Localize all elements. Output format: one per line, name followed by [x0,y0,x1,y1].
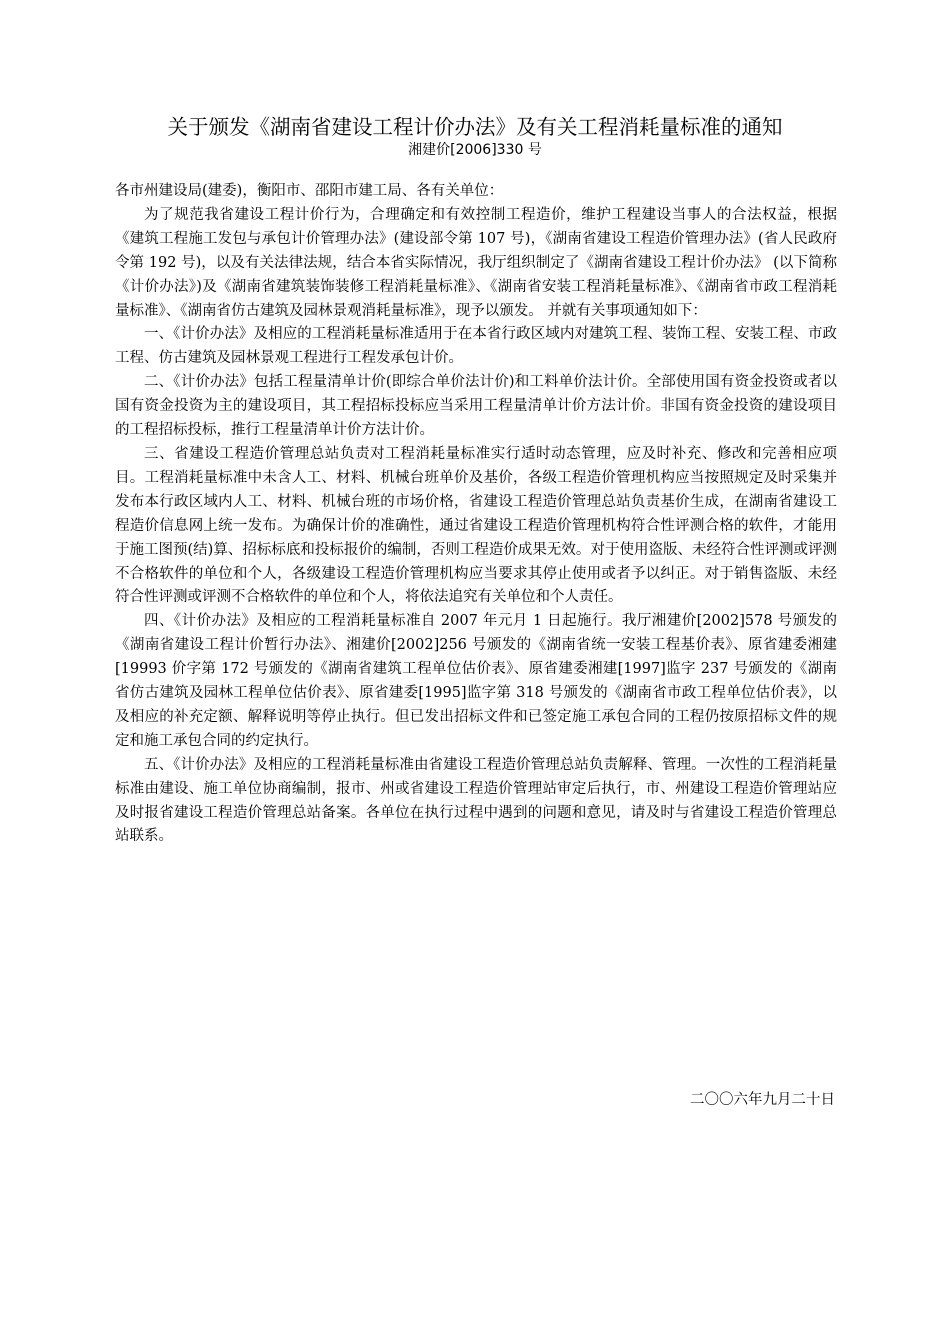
paragraph-item-5: 五、《计价办法》及相应的工程消耗量标准由省建设工程造价管理总站负责解释、管理。一次性的工程消耗量标准由建设、施工单位协商编制，报市、州或省建设工程造价管理站审定后执行，市、州建设工程造价管理站应及时报省建设工程造价管理总站备案。各单位在执行过程中遇到的问题和意见，请及时与省建设工程造价管理总站联系。 [115,756,837,845]
paragraph-item-3: 三、省建设工程造价管理总站负责对工程消耗量标准实行适时动态管理，应及时补充、修改和完善相应项目。工程消耗量标准中未含人工、材料、机械台班单价及基价，各级工程造价管理机构应当按照规定及时采集并发布本行政区域内人工、材料、机械台班的市场价格，省建设工程造价管理总站负责基价生成，在湖南省建设工程造价信息网上统一发布。为确保计价的准确性，通过省建设工程造价管理机构符合性评测合格的软件，才能用于施工图预(结)算、招标标底和投标报价的编制，否则工程造价成果无效。对于使用盗版、未经符合性评测或评测不合格软件的单位和个人，各级建设工程造价管理机构应当要求其停止使用或者予以纠正。对于销售盗版、未经符合性评测或评测不合格软件的单位和个人，将依法追究有关单位和个人责任。 [115,445,837,606]
document-body [115,180,837,849]
document-date: 二〇〇六年九月二十日 [690,1092,835,1108]
salutation: 各市州建设局(建委)，衡阳市、邵阳市建工局、各有关单位： [115,183,504,199]
paragraph-item-4: 四、《计价办法》及相应的工程消耗量标准自 2007 年元月 1 日起施行。我厅湘建价[2002]578 号颁发的《湖南省建设工程计价暂行办法》、湘建价[2002]256 号颁发的《湖南省统一安装工程基价表》、原省建委湘建[19993 价字第 172 号颁发的《湖南省建筑工程单位估价表》、原省建委湘建[1997]监字 237 号颁发的《湖南省仿古建筑及园林工程单位估价表》、原省建委[1995]监字第 318 号颁发的《湖南省市政工程单位估价表》，以及相应的补充定额、解释说明等停止执行。但已发出招标文件和已签定施工承包合同的工程仍按原招标文件的规定和施工承包合同的约定执行。 [115,613,837,749]
document-number: 湘建价[2006]330 号 [408,142,542,158]
document-title: 关于颁发《湖南省建设工程计价办法》及有关工程消耗量标准的通知 [167,115,783,139]
paragraph-intro: 为了规范我省建设工程计价行为，合理确定和有效控制工程造价，维护工程建设当事人的合法权益，根据《建筑工程施工发包与承包计价管理办法》(建设部令第 107 号)，《湖南省建设工程造价管理办法》(省人民政府令第 192 号)，以及有关法律法规，结合本省实际情况，我厅组织制定了《湖南省建设工程计价办法》 (以下简称《计价办法》)及《湖南省建筑装饰装修工程消耗量标准》、《湖南省安装工程消耗量标准》、《湖南省市政工程消耗量标准》、《湖南省仿古建筑及园林景观消耗量标准》，现予以颁发。 并就有关事项通知如下： [115,206,837,319]
paragraph-item-1: 一、《计价办法》及相应的工程消耗量标准适用于在本省行政区域内对建筑工程、装饰工程、安装工程、市政工程、仿古建筑及园林景观工程进行工程发承包计价。 [115,326,837,367]
paragraph-item-2: 二、《计价办法》包括工程量清单计价(即综合单价法计价)和工料单价法计价。全部使用国有资金投资或者以国有资金投资为主的建设项目，其工程招标投标应当采用工程量清单计价方法计价。非国有资金投资的建设项目的工程招标投标，推行工程量清单计价方法计价。 [115,374,837,439]
